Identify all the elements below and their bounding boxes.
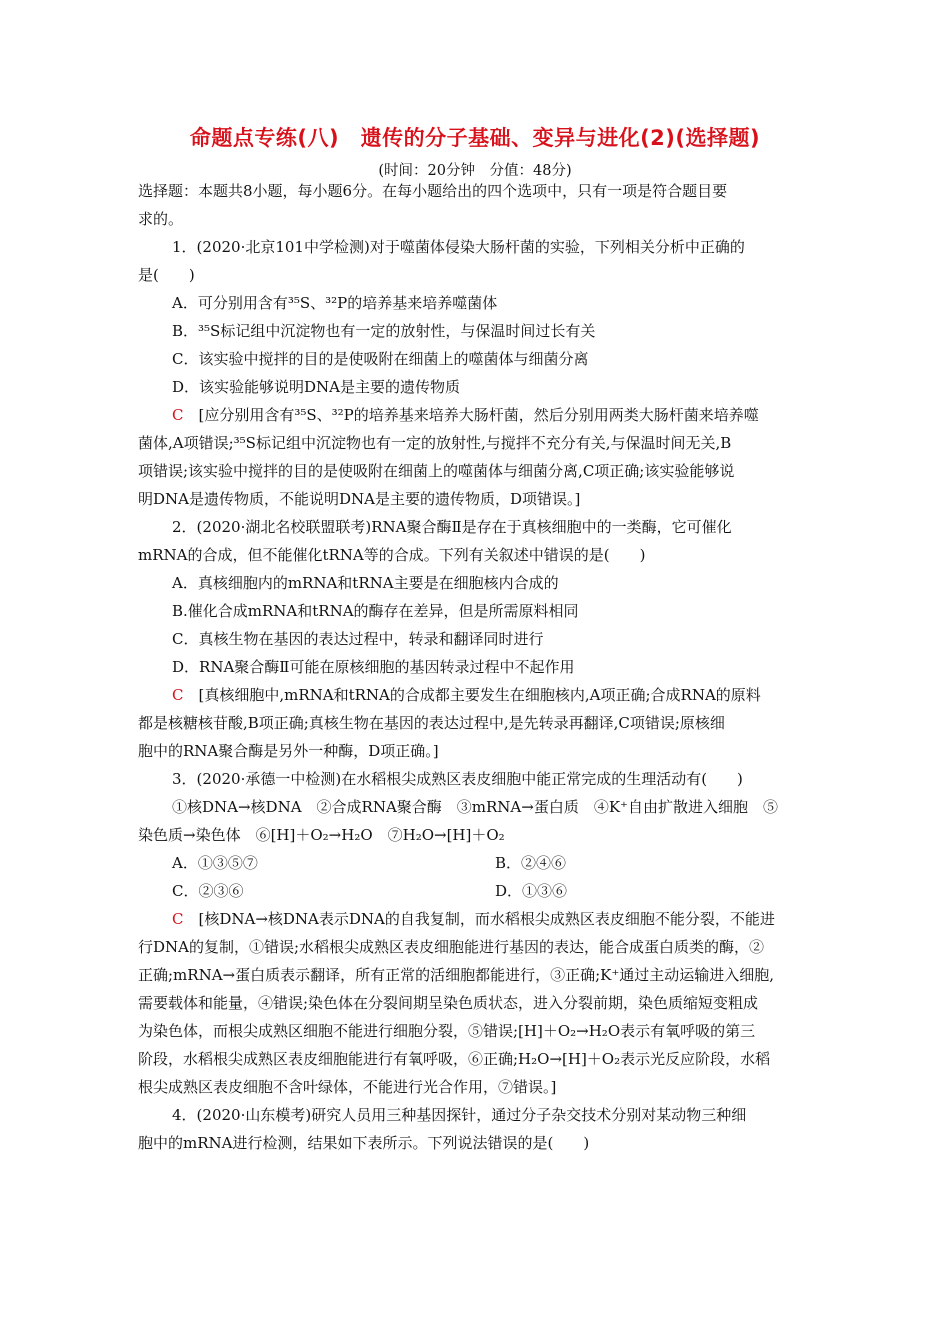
question-2-option-c: C．真核生物在基因的表达过程中，转录和翻译同时进行: [172, 630, 544, 648]
question-2-answer: C: [172, 686, 184, 704]
question-3-stem: 3．(2020·承德一中检测)在水稻根尖成熟区表皮细胞中能正常完成的生理活动有( ): [172, 770, 743, 788]
question-3-explanation: 行DNA的复制，①错误;水稻根尖成熟区表皮细胞能进行基因的表达，能合成蛋白质类的酶，②: [138, 938, 765, 956]
question-2-answer-line: [172, 685, 761, 705]
question-1-option-a: A．可分别用含有³⁵S、³²P的培养基来培养噬菌体: [172, 294, 498, 312]
question-2-explanation: [真核细胞中,mRNA和tRNA的合成都主要发生在细胞核内,A项正确;合成RNA的原料: [198, 686, 761, 704]
question-4-stem: 4．(2020·山东模考)研究人员用三种基因探针，通过分子杂交技术分别对某动物三种细: [172, 1106, 747, 1124]
page-subtitle: (时间：20分钟 分值：48分): [378, 163, 572, 179]
question-1-option-c: C．该实验中搅拌的目的是使吸附在细菌上的噬菌体与细菌分离: [172, 350, 589, 368]
question-3-option-b: B．②④⑥: [495, 854, 567, 872]
intro-line: 求的。: [138, 210, 184, 228]
question-3-explanation: 阶段，水稻根尖成熟区表皮细胞能进行有氧呼吸，⑥正确;H₂O→[H]＋O₂表示光反应阶段，水稻: [138, 1050, 771, 1068]
question-1-option-b: B．³⁵S标记组中沉淀物也有一定的放射性，与保温时间过长有关: [172, 322, 596, 340]
question-1-answer-line: [172, 405, 759, 425]
question-3-explanation: 需要载体和能量，④错误;染色体在分裂间期呈染色质状态，进入分裂前期，染色质缩短变粗成: [138, 994, 759, 1012]
question-2-option-b: B.催化合成mRNA和tRNA的酶存在差异，但是所需原料相同: [172, 602, 579, 620]
question-3-items: ①核DNA→核DNA ②合成RNA聚合酶 ③mRNA→蛋白质 ④K⁺自由扩散进入细胞 ⑤: [172, 798, 778, 816]
question-3-option-a: A．①③⑤⑦: [172, 854, 258, 872]
question-2-explanation: 胞中的RNA聚合酶是另外一种酶，D项正确。]: [138, 742, 439, 760]
question-1-option-d: D．该实验能够说明DNA是主要的遗传物质: [172, 378, 461, 396]
question-3-option-c: C．②③⑥: [172, 882, 244, 900]
question-3-answer-line: [172, 909, 775, 929]
question-1-explanation: 菌体,A项错误;³⁵S标记组中沉淀物也有一定的放射性,与搅拌不充分有关,与保温时间无关,B: [138, 434, 732, 452]
question-1-stem: 1．(2020·北京101中学检测)对于噬菌体侵染大肠杆菌的实验，下列相关分析中正确的: [172, 238, 745, 256]
question-1-explanation: 明DNA是遗传物质，不能说明DNA是主要的遗传物质，D项错误。]: [138, 490, 581, 508]
question-2-option-a: A．真核细胞内的mRNA和tRNA主要是在细胞核内合成的: [172, 574, 559, 592]
question-3-explanation: [核DNA→核DNA表示DNA的自我复制，而水稻根尖成熟区表皮细胞不能分裂，不能进: [198, 910, 775, 928]
question-1-answer: C: [172, 406, 184, 424]
question-3-explanation: 为染色体，而根尖成熟区细胞不能进行细胞分裂，⑤错误;[H]＋O₂→H₂O表示有氧呼吸的第三: [138, 1022, 756, 1040]
question-2-explanation: 都是核糖核苷酸,B项正确;真核生物在基因的表达过程中,是先转录再翻译,C项错误;原核细: [138, 714, 725, 732]
question-2-stem: 2．(2020·湖北名校联盟联考)RNA聚合酶Ⅱ是存在于真核细胞中的一类酶，它可催化: [172, 518, 732, 536]
question-3-explanation: 根尖成熟区表皮细胞不含叶绿体，不能进行光合作用，⑦错误。]: [138, 1078, 557, 1096]
intro-line: 选择题：本题共8小题，每小题6分。在每小题给出的四个选项中，只有一项是符合题目要: [138, 182, 728, 200]
question-3-items: 染色质→染色体 ⑥[H]＋O₂→H₂O ⑦H₂O→[H]＋O₂: [138, 826, 505, 844]
question-4-stem: 胞中的mRNA进行检测，结果如下表所示。下列说法错误的是( ): [138, 1134, 590, 1152]
question-3-answer: C: [172, 910, 184, 928]
question-1-explanation: 项错误;该实验中搅拌的目的是使吸附在细菌上的噬菌体与细菌分离,C项正确;该实验能够说: [138, 462, 735, 480]
question-2-stem: mRNA的合成，但不能催化tRNA等的合成。下列有关叙述中错误的是( ): [138, 546, 646, 564]
question-2-option-d: D．RNA聚合酶Ⅱ可能在原核细胞的基因转录过程中不起作用: [172, 658, 575, 676]
page-title: 命题点专练(八) 遗传的分子基础、变异与进化(2)(选择题): [189, 126, 761, 150]
question-3-explanation: 正确;mRNA→蛋白质表示翻译，所有正常的活细胞都能进行，③正确;K⁺通过主动运输进入细胞,: [138, 966, 775, 984]
question-3-option-d: D．①③⑥: [495, 882, 568, 900]
question-1-explanation: [应分别用含有³⁵S、³²P的培养基来培养大肠杆菌，然后分别用两类大肠杆菌来培养噬: [198, 406, 759, 424]
question-1-stem: 是( ): [138, 266, 195, 284]
